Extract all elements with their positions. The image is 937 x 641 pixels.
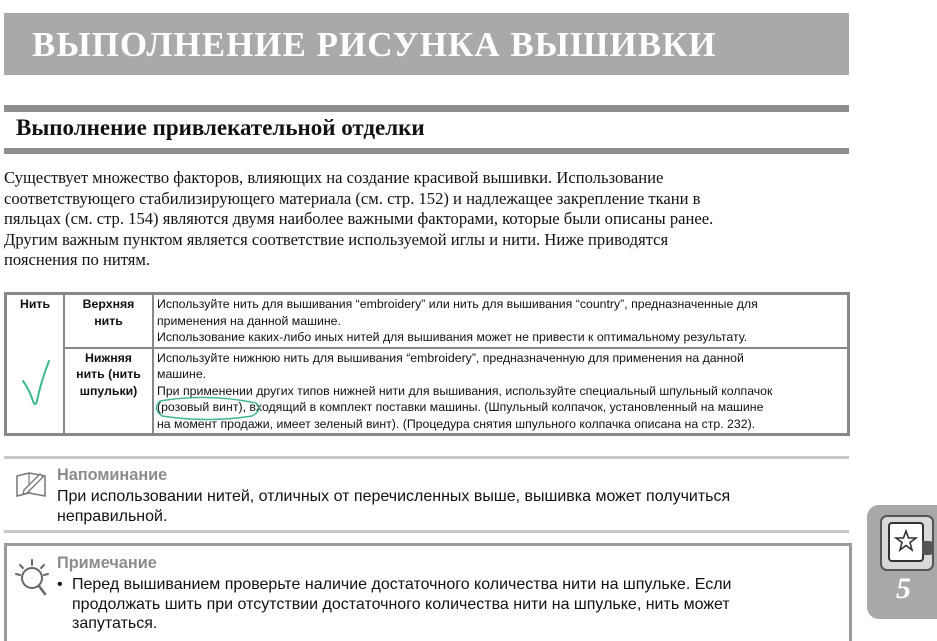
bobbin-thread-label: шпульки) [79,383,138,398]
note-line: запутаться. [72,615,158,632]
upper-thread-label: Верхняя [82,297,135,311]
bobbin-thread-text: При применении других типов нижней нити для вышивания, используйте специальный шпульный колпачок [157,383,773,398]
pink-screw-text: (розовый винт) [157,400,243,414]
bobbin-thread-text-line [157,399,844,416]
bobbin-thread-text: на момент продажи, имеет зеленый винт). (Процедура снятия шпульного колпачка описана на стр. 232). [157,416,756,431]
reminder-title: Напоминание [57,466,168,484]
intro-line: Другим важным пунктом является соответствие используемой иглы и нити. Ниже приводятся [4,229,669,249]
reminder-rule-bottom [4,530,849,533]
handwritten-checkmark-icon [19,357,55,409]
upper-thread-text-cell [153,294,849,348]
reminder-line: При использовании нитей, отличных от перечисленных выше, вышивка может получиться [57,488,731,505]
table-row [6,294,849,348]
upper-thread-text: Используйте нить для вышивания “embroidery” или нить для вышивания “country”, предназначенные для [157,297,758,311]
section-title: Выполнение привлекательной отделки [16,115,425,140]
thread-header-label: Нить [19,297,51,311]
intro-line: соответствующего стабилизирующего материала (см. стр. 152) и надлежащее закрепление ткани в [4,188,701,208]
book-pencil-icon [14,468,48,502]
bobbin-thread-text: , входящий в комплект поставки машины. (Шпульный колпачок, установленный на машине [242,400,764,414]
reminder-rule-top [4,456,849,459]
upper-thread-text: Использование каких-либо иных нитей для вышивания может не привести к оптимальному результату. [157,330,748,344]
reminder-line: неправильной. [57,508,168,525]
chapter-tab-number: 5 [896,572,911,605]
section-rule-top [4,105,849,112]
lightbulb-icon [14,557,50,597]
bobbin-thread-label-cell [64,348,153,435]
bobbin-thread-label: нить (нить [76,367,141,381]
note-title: Примечание [57,554,157,572]
intro-paragraph [4,168,852,271]
upper-thread-label-cell [64,294,153,348]
table-row [6,348,849,435]
note-bullet: • [57,576,63,593]
bobbin-thread-label: Нижняя [85,350,132,365]
upper-thread-label: нить [94,313,123,328]
bobbin-thread-text: Используйте нижнюю нить для вышивания “embroidery”, предназначенную для применения на данной [157,350,744,365]
bobbin-thread-text: машине. [157,367,207,381]
note-line: Перед вышиванием проверьте наличие достаточного количества нити на шпульке. Если [72,576,732,593]
intro-line: пяльцах (см. стр. 154) являются двумя наиболее важными факторами, которые были описаны ранее. [4,209,714,229]
intro-line: пояснения по нитям. [4,250,151,270]
intro-line: Существует множество факторов, влияющих на создание красивой вышивки. Использование [4,168,664,187]
bobbin-thread-text-cell [153,348,849,435]
circled-phrase [157,399,243,416]
chapter-header-bar [4,13,849,75]
thread-table [4,292,850,436]
reminder-text [57,487,837,527]
section-rule-bottom [4,148,849,154]
thread-header-cell [6,294,65,435]
note-text [72,575,822,634]
note-line: продолжать шить при отсутствии достаточного количества нити на шпульке, нить может [72,595,730,613]
embroidery-frame-icon [878,513,936,573]
upper-thread-text: применения на данной машине. [157,313,341,328]
chapter-title: ВЫПОЛНЕНИЕ РИСУНКА ВЫШИВКИ [32,25,717,64]
